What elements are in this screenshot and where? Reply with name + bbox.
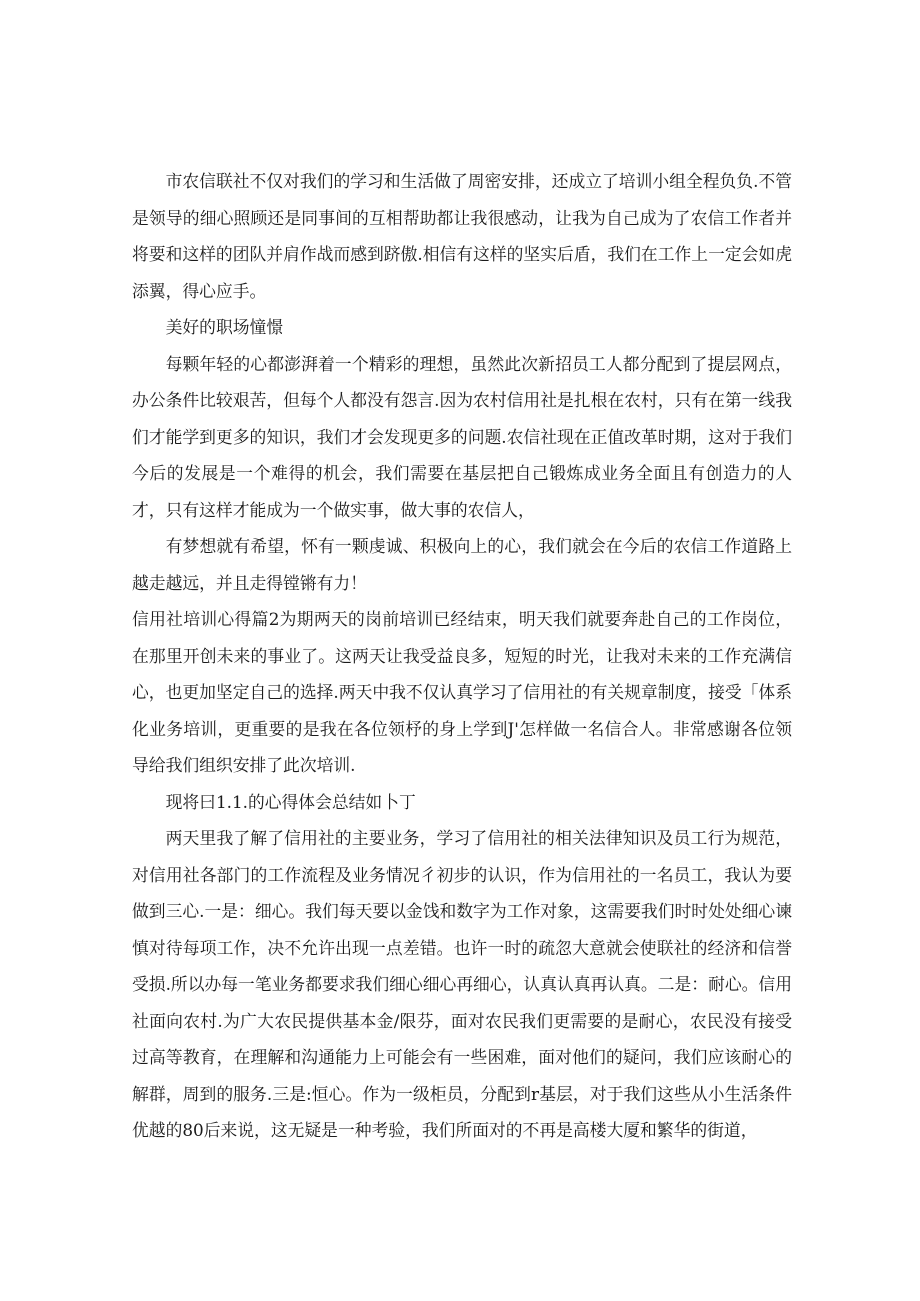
paragraph-team-support: 市农信联社不仅对我们的学习和生活做了周密安排，还成立了培训小组全程负负.不管是领导的细心照顾还是同事间的互相帮助都让我很感动，让我为自己成为了农信工作者并将要和这样的团队并肩作战而感到跻傲.相信有这样的坚实后盾，我们在工作上一定会如虎添翼，得心应手。 xyxy=(132,171,792,301)
section-heading-summary: 现将曰1.1.的心得体会总结如卜丁 xyxy=(165,791,416,812)
paragraph-three-hearts: 两天里我了解了信用社的主要业务，学习了信用社的相关法律知识及员工行为规范，对信用社各部门的工作流程及业务情况彳初步的认识，作为信用社的一名员工，我认为要做到三心.一是：细心。我们每天要以金饯和数字为工作对象，这需要我们时时处处细心谏慎对待每项工作，决不允许出现一点差错。也许一时的疏忽大意就会使联社的经济和信誉受损.所以办每一笔业务都要求我们细心细心再细心，认真认真再认真。二是：耐心。信用社面向农村.为广大农民提供基本金/限芬，面对农民我们更需要的是耐心，农民没有接受过高等教育，在理解和沟通能力上可能会有一些困难，面对他们的疑问，我们应该耐心的解群，周到的服务.三是:恒心。作为一级柜员，分配到r基层，对于我们这些从小生活条件优越的80后来说，这无疑是一种考验，我们所面对的不再是高楼大厦和繁华的街道， xyxy=(132,828,792,1140)
paragraph-dream-hope: 有梦想就有希望，怀有一颗虔诚、积极向上的心，我们就会在今后的农信工作道路上越走越远，并且走得镗锵有力！ xyxy=(132,536,792,593)
paragraph-young-ideals: 每颗年轻的心都澎湃着一个精彩的理想，虽然此次新招员工人都分配到了提层网点，办公条件比较艰苦，但每个人都没有怨言.因为农村信用社是扎根在农村，只有在第一线我们才能学到更多的知识，我们才会发现更多的问题.农信社现在正值改革时期，这对于我们今后的发展是一个难得的机会，我们需要在基层把自己锻炼成业务全面且有创造力的人才，只有这样才能成为一个做实事，做大事的农信人， xyxy=(132,353,792,520)
paragraph-training-essay-2: 信用社培训心得篇2为期两天的岗前培训已经结束，明天我们就要奔赴自己的工作岗位，在那里开创未来的事业了。这两天让我受益良多，短短的时光，让我对未来的工作充满信心，也更加坚定自己的选择.两天中我不仅认真学习了信用社的有关规章制度，接受「体系化业务培训，更重要的是我在各位领杼的身上学到J'怎样做一名信合人。非常感谢各位领导给我们组织安排了此次培训. xyxy=(132,609,792,775)
section-heading-career-aspiration: 美好的职场憧憬 xyxy=(165,317,284,337)
document-body xyxy=(132,163,792,1149)
